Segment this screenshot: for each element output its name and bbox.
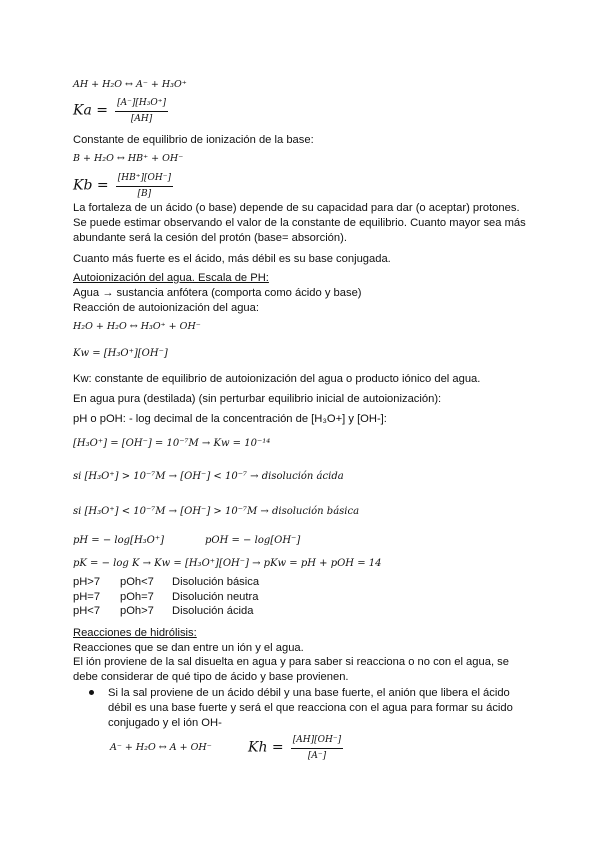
desc-cell: Disolución ácida — [172, 605, 254, 617]
desc-cell: Disolución neutra — [172, 591, 259, 603]
bullet-icon — [89, 690, 94, 695]
equation-hydrolysis: A⁻ + H₂O ↔ A + OH⁻ — [110, 742, 212, 753]
paragraph-line: Reacción de autoionización del agua: — [73, 302, 259, 314]
paragraph-line: pH o pOH: - log decimal de la concentración de [H₃O+] y [OH-]: — [73, 413, 387, 425]
equation-autoionization: H₂O + H₂O ↔ H₃O⁺ + OH⁻ — [73, 321, 201, 332]
paragraph-line: Se puede estimar observando el valor de la constante de equilibrio. Cuanto mayor sea más — [73, 217, 526, 229]
bullet-line: Si la sal proviene de un ácido débil y una base fuerte, el anión que libera el ácido — [108, 687, 510, 699]
equation-pk: pK = − log K → Kw = [H₃O⁺][OH⁻] → pKw = pH + pOH = 14 — [73, 558, 382, 569]
paragraph-line: Cuanto más fuerte es el ácido, más débil es su base conjugada. — [73, 253, 391, 265]
paragraph-line: Reacciones que se dan entre un ión y el agua. — [73, 642, 304, 654]
section-heading: Reacciones de hidrólisis: — [73, 627, 197, 639]
section-heading: Autoionización del agua. Escala de PH: — [73, 272, 269, 284]
paragraph-line: abundante será la cesión del protón (base= absorción). — [73, 232, 347, 244]
ph-cell: pH>7 — [73, 576, 101, 588]
poh-cell: pOh=7 — [120, 591, 154, 603]
kh-fraction — [291, 734, 343, 763]
equation-basic-solution: si [H₃O⁺] < 10⁻⁷M → [OH⁻] > 10⁻⁷M → disolución básica — [73, 506, 360, 517]
kh-denominator: [A⁻] — [307, 751, 327, 761]
poh-cell: pOh>7 — [120, 605, 154, 617]
kh-label: Kh = — [248, 739, 284, 756]
kh-numerator: [AH][OH⁻] — [291, 734, 343, 749]
equation-neutral: [H₃O⁺] = [OH⁻] = 10⁻⁷M → Kw = 10⁻¹⁴ — [73, 438, 271, 449]
ka-numerator: [A⁻][H₃O⁺] — [115, 97, 168, 112]
base-title: Constante de equilibrio de ionización de la base: — [73, 134, 314, 146]
paragraph-line: El ión proviene de la sal disuelta en agua y para saber si reacciona o no con el agua, se — [73, 656, 509, 668]
ph-cell: pH<7 — [73, 605, 101, 617]
paragraph-line: debe considerar de qué tipo de ácido y base provienen. — [73, 671, 349, 683]
kb-label: Kb = — [73, 177, 109, 194]
kh-formula — [248, 734, 343, 763]
paragraph-line: En agua pura (destilada) (sin perturbar equilibrio inicial de autoionización): — [73, 393, 442, 405]
poh-cell: pOh<7 — [120, 576, 154, 588]
equation-acid-ionization: AH + H₂O ↔ A⁻ + H₃O⁺ — [73, 79, 187, 90]
kb-denominator: [B] — [137, 189, 152, 199]
desc-cell: Disolución básica — [172, 576, 260, 588]
kb-fraction — [116, 172, 173, 201]
equation-ph: pH = − log[H₃O⁺] — [73, 535, 165, 546]
kb-numerator: [HB⁺][OH⁻] — [116, 172, 173, 187]
paragraph-line: Agua → sustancia anfótera (comporta como ácido y base) — [73, 287, 362, 299]
bullet-line: conjugado y el ión OH- — [108, 717, 222, 729]
ka-label: Ka = — [73, 102, 108, 119]
kb-formula — [73, 172, 173, 201]
equation-acid-solution: si [H₃O⁺] > 10⁻⁷M → [OH⁻] < 10⁻⁷ → disolución ácida — [73, 471, 344, 482]
equation-poh: pOH = − log[OH⁻] — [205, 535, 301, 546]
ph-cell: pH=7 — [73, 591, 101, 603]
paragraph-line: Kw: constante de equilibrio de autoionización del agua o producto iónico del agua. — [73, 373, 481, 385]
bullet-line: débil es una base fuerte y será el que reacciona con el agua para formar su ácido — [108, 702, 513, 714]
paragraph-line: La fortaleza de un ácido (o base) depende de su capacidad para dar (o aceptar) protones. — [73, 202, 520, 214]
ka-formula — [73, 97, 168, 126]
ka-fraction — [115, 97, 168, 126]
equation-base-ionization: B + H₂O ↔ HB⁺ + OH⁻ — [73, 153, 184, 164]
ka-denominator: [AH] — [130, 114, 153, 124]
equation-kw: Kw = [H₃O⁺][OH⁻] — [73, 348, 168, 359]
